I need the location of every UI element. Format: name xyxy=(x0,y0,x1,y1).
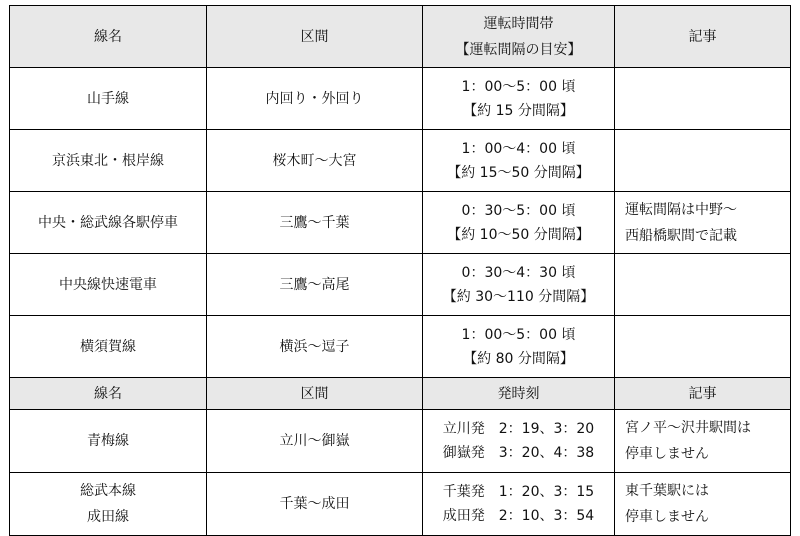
notes-text: 運転間隔は中野～ xyxy=(625,201,737,218)
hours-text: 1：00～5：00 頃 xyxy=(461,78,576,95)
line-name-cell xyxy=(10,473,207,536)
line-name-cell: 青梅線 xyxy=(10,410,207,473)
table-row xyxy=(10,316,791,378)
hours-cell xyxy=(423,68,615,130)
notes-text: 宮ノ平～沢井駅間は xyxy=(625,420,751,436)
hours-text: 0：30～4：30 頃 xyxy=(461,264,576,281)
hours-text: 0：30～5：00 頃 xyxy=(461,202,576,219)
notes-cell xyxy=(615,192,791,254)
departure-time-text: 御嶽発 3：20、4：38 xyxy=(442,445,595,461)
section-cell: 三鷹～高尾 xyxy=(207,254,423,316)
header-notes: 記事 xyxy=(615,378,791,410)
line-name-cell: 中央・総武線各駅停車 xyxy=(10,192,207,254)
table-row xyxy=(10,192,791,254)
interval-text: 【約 80 分間隔】 xyxy=(463,350,574,367)
notes-text: 東千葉駅には xyxy=(625,483,709,499)
table-row xyxy=(10,254,791,316)
header-interval-title: 【運転間隔の目安】 xyxy=(455,41,582,58)
departure-times-cell xyxy=(423,473,615,536)
header-notes: 記事 xyxy=(615,6,791,68)
line-name-text: 成田線 xyxy=(87,509,129,525)
header-departure-times: 発時刻 xyxy=(423,378,615,410)
header-line-name: 線名 xyxy=(10,378,207,410)
hours-text: 1：00～5：00 頃 xyxy=(461,326,576,343)
notes-cell xyxy=(615,473,791,536)
hours-cell xyxy=(423,192,615,254)
late-night-operation-table xyxy=(9,5,791,536)
section-cell: 横浜～逗子 xyxy=(207,316,423,378)
hours-cell xyxy=(423,254,615,316)
notes-cell xyxy=(615,316,791,378)
notes-cell xyxy=(615,130,791,192)
notes-text: 停車しません xyxy=(625,446,709,462)
notes-cell xyxy=(615,410,791,473)
header-row xyxy=(10,6,791,68)
interval-text: 【約 15～50 分間隔】 xyxy=(447,164,590,181)
line-name-cell: 京浜東北・根岸線 xyxy=(10,130,207,192)
header-operating-hours xyxy=(423,6,615,68)
departure-time-text: 成田発 2：10、3：54 xyxy=(442,508,595,524)
notes-text: 西船橋駅間で記載 xyxy=(625,227,737,244)
departure-time-text: 立川発 2：19、3：20 xyxy=(442,421,595,437)
line-name-cell: 山手線 xyxy=(10,68,207,130)
notes-text: 停車しません xyxy=(625,509,709,525)
header-section: 区間 xyxy=(207,6,423,68)
header-section: 区間 xyxy=(207,378,423,410)
notes-cell xyxy=(615,68,791,130)
interval-text: 【約 30～110 分間隔】 xyxy=(442,288,595,305)
hours-cell xyxy=(423,130,615,192)
line-name-text: 総武本線 xyxy=(80,483,136,499)
hours-cell xyxy=(423,316,615,378)
line-name-cell: 横須賀線 xyxy=(10,316,207,378)
section-cell: 千葉～成田 xyxy=(207,473,423,536)
notes-cell xyxy=(615,254,791,316)
interval-text: 【約 10～50 分間隔】 xyxy=(447,226,590,243)
section-cell: 三鷹～千葉 xyxy=(207,192,423,254)
line-name-cell: 中央線快速電車 xyxy=(10,254,207,316)
table-row xyxy=(10,68,791,130)
section-cell: 立川～御嶽 xyxy=(207,410,423,473)
section-cell: 内回り・外回り xyxy=(207,68,423,130)
table-row xyxy=(10,410,791,473)
interval-text: 【約 15 分間隔】 xyxy=(463,102,574,119)
header-hours-title: 運転時間帯 xyxy=(483,15,554,32)
section-cell: 桜木町～大宮 xyxy=(207,130,423,192)
table-row xyxy=(10,130,791,192)
table-row xyxy=(10,473,791,536)
departure-times-cell xyxy=(423,410,615,473)
header-row xyxy=(10,378,791,410)
header-line-name: 線名 xyxy=(10,6,207,68)
departure-time-text: 千葉発 1：20、3：15 xyxy=(442,484,595,500)
hours-text: 1：00～4：00 頃 xyxy=(461,140,576,157)
